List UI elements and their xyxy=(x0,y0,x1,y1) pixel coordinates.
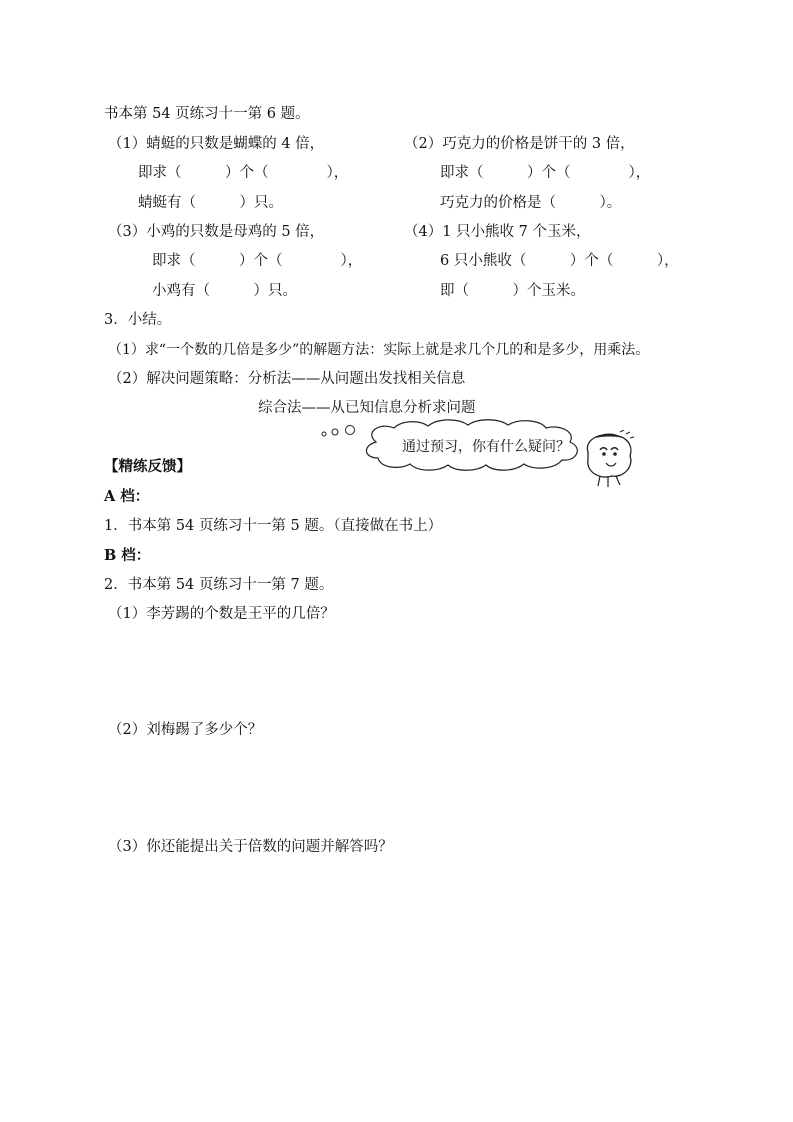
question-3: （3）你还能提出关于倍数的问题并解答吗？ xyxy=(108,839,393,855)
q6-part4-line2: 6 只小熊收（ ）个（ ）， xyxy=(440,253,679,269)
summary-item-2: （2）解决问题策略：分析法——从问题出发找相关信息 xyxy=(108,371,466,387)
level-a-item-1: 1．书本第 54 页练习十一第 5 题。（直接做在书上） xyxy=(104,518,443,534)
q6-part2-line3: 巧克力的价格是（ ）。 xyxy=(440,195,622,211)
question-1: （1）李芳踢的个数是王平的几倍？ xyxy=(108,606,335,622)
summary-item-1: （1）求“一个数的几倍是多少”的解题方法：实际上就是求几个几的和是多少，用乘法。 xyxy=(108,342,650,358)
summary-item-2b: 综合法——从已知信息分析求问题 xyxy=(258,400,476,416)
exercise-heading: 书本第 54 页练习十一第 6 题。 xyxy=(104,106,310,122)
q6-part2-line2: 即求（ ）个（ ）， xyxy=(440,165,651,181)
summary-title: 3．小结。 xyxy=(104,312,172,328)
level-b-item-2: 2．书本第 54 页练习十一第 7 题。 xyxy=(104,577,334,593)
practice-title: 【精练反馈】 xyxy=(104,458,191,475)
q6-part1-line2: 即求（ ）个（ ）， xyxy=(138,165,349,181)
level-b-label: B 档： xyxy=(104,547,151,564)
q6-part4-line3: 即（ ）个玉米。 xyxy=(440,283,585,299)
q6-part3-line2: 即求（ ）个（ ）， xyxy=(152,253,363,269)
question-2: （2）刘梅踢了多少个？ xyxy=(108,722,263,738)
q6-part2-line1: （2）巧克力的价格是饼干的 3 倍， xyxy=(404,136,635,152)
q6-part4-line1: （4）1 只小熊收 7 个玉米， xyxy=(404,224,591,240)
q6-part3-line1: （3）小鸡的只数是母鸡的 5 倍， xyxy=(108,224,325,240)
cartoon-boy-icon xyxy=(578,430,638,490)
q6-part1-line1: （1）蜻蜓的只数是蝴蝶的 4 倍， xyxy=(108,136,325,152)
bubble-text: 通过预习，你有什么疑问？ xyxy=(402,439,570,455)
q6-part3-line3: 小鸡有（ ）只。 xyxy=(152,283,297,299)
q6-part1-line3: 蜻蜓有（ ）只。 xyxy=(138,195,283,211)
level-a-label: A 档： xyxy=(104,488,150,505)
